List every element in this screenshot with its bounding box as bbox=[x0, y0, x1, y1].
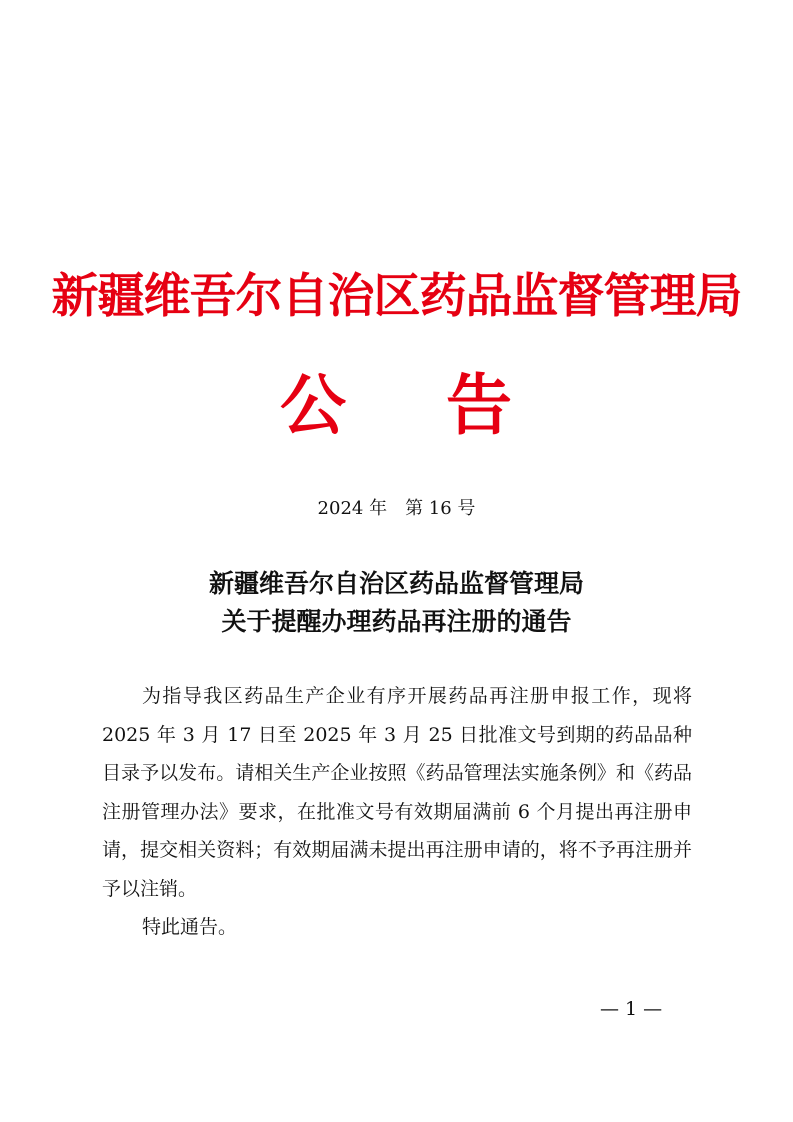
agency-header: 新疆维吾尔自治区药品监督管理局 bbox=[51, 269, 742, 324]
document-number: 2024 年 第 16 号 bbox=[317, 498, 476, 519]
doc-type-char-1: 公 bbox=[280, 366, 346, 444]
doc-type-char-2: 告 bbox=[446, 366, 512, 444]
notice-title-line-1: 新疆维吾尔自治区药品监督管理局 bbox=[208, 569, 584, 598]
body-paragraph: 为指导我区药品生产企业有序开展药品再注册申报工作，现将 2025 年 3 月 17 日至 2025 年 3 月 25 日批准文号到期的药品品种目录予以发布。请相关生产企业按照《药品管理法实施条例》和《药品注册管理办法》要求，在批准文号有效期届满前 6 个月提出再注册申请，提交相关资料；有效期届满未提出再注册申请的，将不予再注册并予以注销。 bbox=[102, 685, 692, 900]
closing-line: 特此通告。 bbox=[142, 916, 238, 938]
page-number: — 1 — bbox=[600, 998, 663, 1020]
notice-title-line-2: 关于提醒办理药品再注册的通告 bbox=[221, 607, 572, 636]
